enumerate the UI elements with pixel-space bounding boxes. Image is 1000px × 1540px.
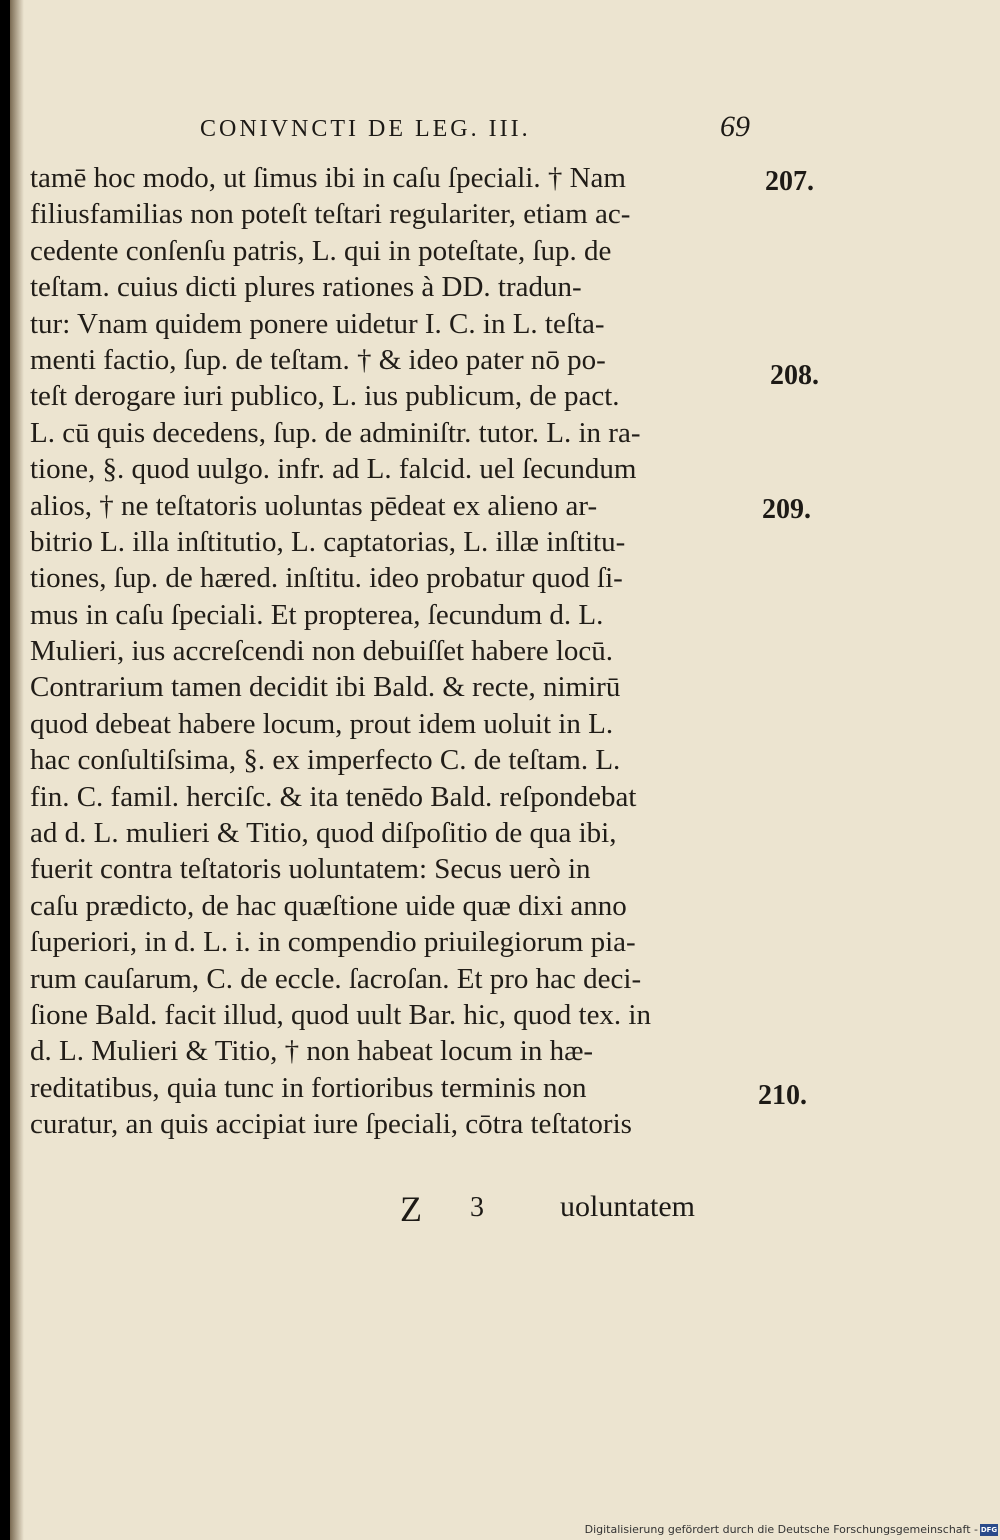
text-line: mus in caſu ſpeciali. Et propterea, ſecundum d. L. (30, 598, 604, 631)
text-line: ſione Bald. facit illud, quod uult Bar. hic, quod tex. in (30, 998, 651, 1031)
text-line: cedente conſenſu patris, L. qui in poteſtate, ſup. de (30, 234, 612, 267)
page-footer (400, 1188, 740, 1228)
book-page (10, 0, 1000, 1540)
text-line: fuerit contra teſtatoris uoluntatem: Secus uerò in (30, 853, 591, 886)
text-line: tur: Vnam quidem ponere uidetur I. C. in L. teſta- (30, 307, 605, 340)
text-line: teſtam. cuius dicti plures rationes à DD. tradun- (30, 271, 582, 304)
text-line: d. L. Mulieri & Titio, † non habeat locum in hæ- (30, 1035, 594, 1068)
page-gutter-shadow (10, 0, 24, 1540)
text-line: fin. C. famil. herciſc. & ita tenēdo Bald. reſpondebat (30, 780, 637, 813)
margin-note-207: 207. (765, 166, 814, 197)
page-number: 69 (720, 110, 750, 143)
margin-note-209: 209. (762, 494, 811, 525)
text-line: alios, † ne teſtatoris uoluntas pēdeat ex alieno ar- (30, 489, 598, 522)
digitization-credit: Digitalisierung gefördert durch die Deutsche Forschungsgemeinschaft - (584, 1523, 978, 1536)
text-line: caſu prædicto, de hac quæſtione uide quæ dixi anno (30, 889, 627, 922)
text-line: Contrarium tamen decidit ibi Bald. & recte, nimirū (30, 671, 621, 704)
text-line: Mulieri, ius accreſcendi non debuiſſet habere locū. (30, 635, 614, 668)
signature-mark: Z (400, 1189, 422, 1229)
text-line: reditatibus, quia tunc in fortioribus terminis non (30, 1071, 587, 1104)
dfg-logo: DFG (980, 1526, 998, 1534)
signature-number: 3 (470, 1192, 484, 1223)
text-line: tione, §. quod uulgo. infr. ad L. falcid. uel ſecundum (30, 453, 637, 486)
running-head: CONIVNCTI DE LEG. III. (200, 116, 531, 142)
text-line: rum cauſarum, C. de eccle. ſacroſan. Et pro hac deci- (30, 962, 642, 995)
margin-note-210: 210. (758, 1080, 807, 1111)
text-line: quod debeat habere locum, prout idem uoluit in L. (30, 707, 614, 740)
text-line: menti factio, ſup. de teſtam. † & ideo pater nō po- (30, 343, 606, 376)
page-header (200, 110, 760, 146)
text-line: bitrio L. illa inſtitutio, L. captatorias, L. illæ inſtitu- (30, 525, 626, 558)
text-line: tamē hoc modo, ut ſimus ibi in caſu ſpeciali. † Nam (30, 162, 626, 194)
text-line: L. cū quis decedens, ſup. de adminiſtr. tutor. L. in ra- (30, 416, 641, 449)
text-line: curatur, an quis accipiat iure ſpeciali, cōtra teſtatoris (30, 1108, 632, 1141)
text-line: tiones, ſup. de hæred. inſtitu. ideo probatur quod ſi- (30, 562, 623, 595)
catchword: uoluntatem (560, 1190, 695, 1223)
margin-note-208: 208. (770, 360, 819, 391)
body-text (30, 160, 750, 1143)
text-line: hac conſultiſsima, §. ex imperfecto C. de teſtam. L. (30, 744, 621, 777)
text-line: teſt derogare iuri publico, L. ius publicum, de pact. (30, 380, 620, 413)
text-line: ſuperiori, in d. L. i. in compendio priuilegiorum pia- (30, 926, 636, 959)
text-line: filiusfamilias non poteſt teſtari regulariter, etiam ac- (30, 198, 631, 231)
text-line: ad d. L. mulieri & Titio, quod diſpoſitio de qua ibi, (30, 817, 617, 850)
